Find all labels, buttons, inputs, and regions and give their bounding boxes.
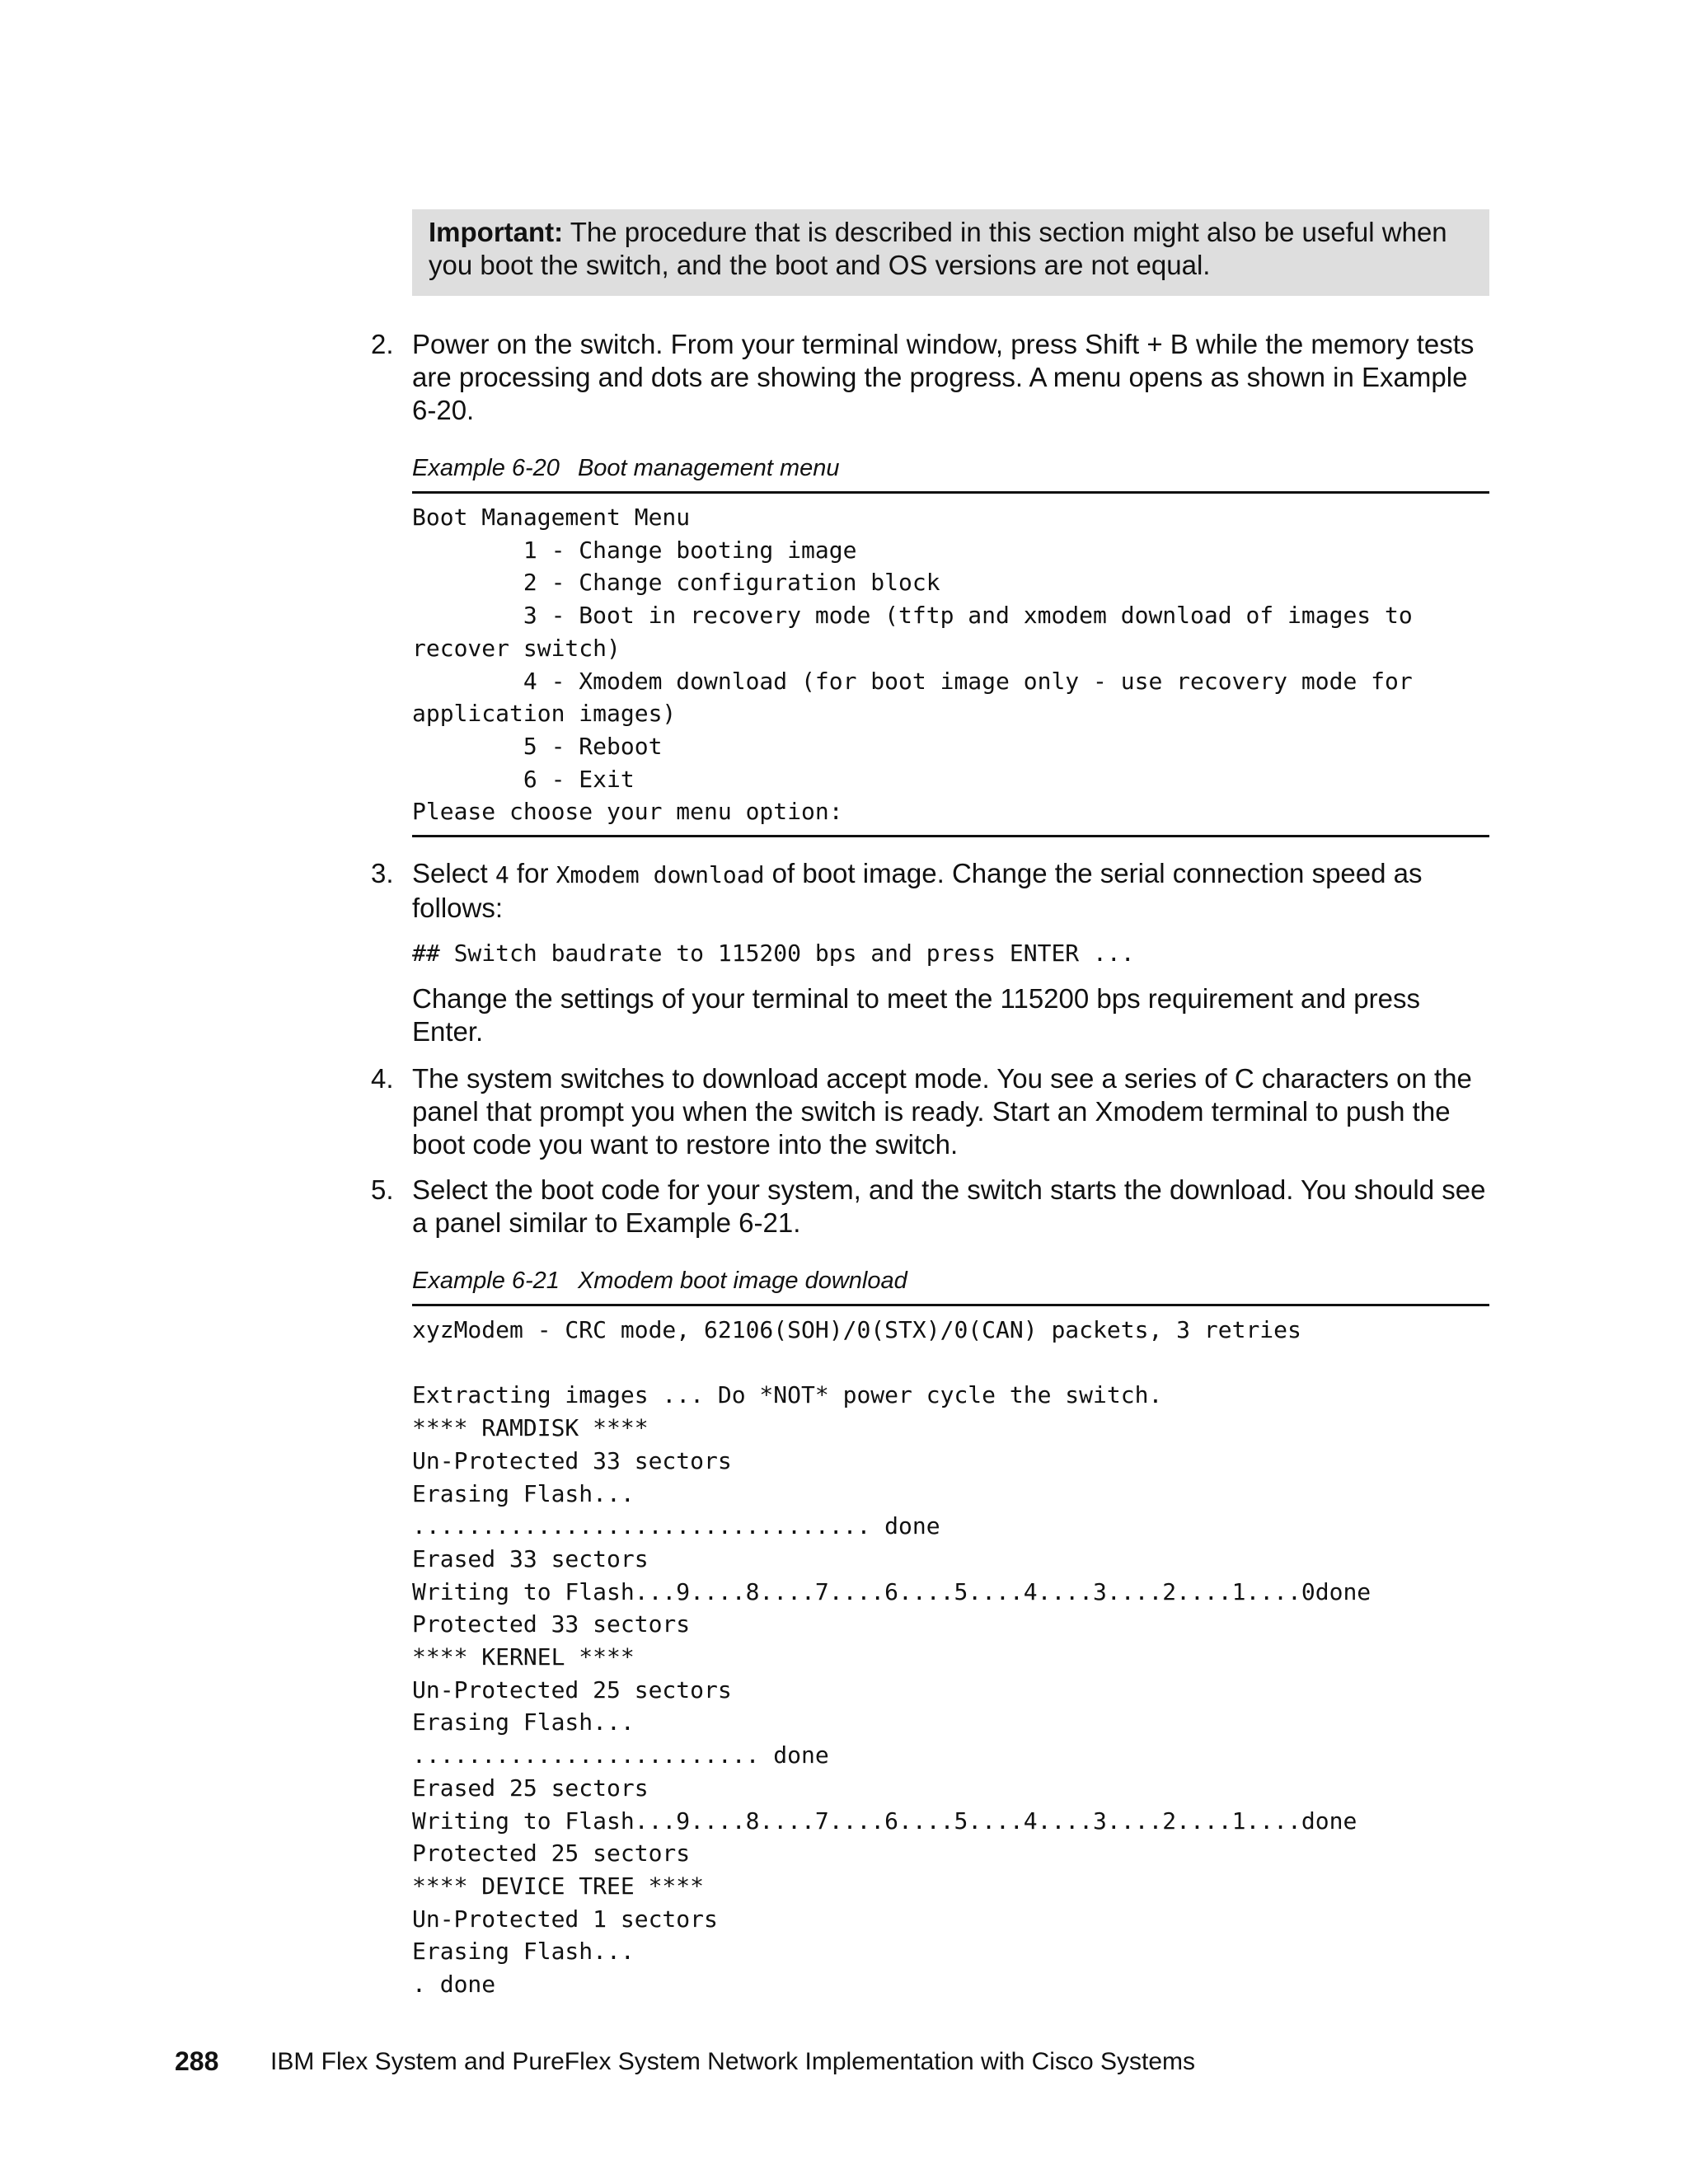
example-bottom-rule: [412, 835, 1489, 837]
example-label: Example 6-20: [412, 455, 560, 481]
boot-menu-code-block: Boot Management Menu 1 - Change booting image 2 - Change configuration block 3 - Boot in recovery mode (tftp and xmodem download of images to recover switch) 4 - Xmodem download (for boot image only - use recovery mode for application images) 5 - Reboot 6 - Exit Please choose your menu option:: [412, 504, 1413, 826]
step-number: 3.: [371, 858, 394, 888]
inline-code: Xmodem download: [556, 861, 765, 888]
example-top-rule: [412, 1304, 1489, 1306]
step-number: 4.: [371, 1063, 394, 1094]
xmodem-download-code-block: xyzModem - CRC mode, 62106(SOH)/0(STX)/0(CAN) packets, 3 retries Extracting images ... Do *NOT* power cycle the switch. **** RAMDISK **** Un-Protected 33 sectors Erasing Flash... ................................. done Erased 33 sectors Writing to Flash...9....8....7....6....5....4....3....2....1....0done Protected 33 sectors **** KERNEL **** Un-Protected 25 sectors Erasing Flash... ......................... done Erased 25 sectors Writing to Flash...9....8....7....6....5....4....3....2....1....done Protected 25 sectors **** DEVICE TREE **** Un-Protected 1 sectors Erasing Flash... . done: [412, 1316, 1372, 1999]
important-text: The procedure that is described in this section might also be useful when you boot the switch, and the boot and OS versions are not equal.: [429, 217, 1447, 280]
step-text: Select 4 for Xmodem download of boot image. Change the serial connection speed as follows:: [412, 858, 1423, 923]
example-top-rule: [412, 491, 1489, 494]
page-number: 288: [175, 2046, 219, 2076]
step-number: 5.: [371, 1174, 394, 1205]
example-title: Boot management menu: [577, 455, 840, 481]
step-number: 2.: [371, 329, 394, 359]
example-6-20-caption: [412, 455, 1489, 482]
book-title: IBM Flex System and PureFlex System Network Implementation with Cisco Systems: [270, 2048, 1196, 2075]
baudrate-code-line: ## Switch baudrate to 115200 bps and press ENTER ...: [412, 940, 1135, 967]
example-label: Example 6-21: [412, 1268, 560, 1294]
inline-code: 4: [495, 861, 509, 888]
important-note: [412, 209, 1489, 296]
example-6-21-caption: [412, 1268, 1489, 1295]
important-label: Important:: [429, 217, 564, 247]
step-text: Select the boot code for your system, and the switch starts the download. You should see a panel similar to Example 6-21.: [412, 1174, 1486, 1238]
example-title: Xmodem boot image download: [577, 1268, 907, 1294]
step-text: Power on the switch. From your terminal window, press Shift + B while the memory tests are processing and dots are showing the progress. A menu opens as shown in Example 6-20.: [412, 329, 1475, 425]
step-text: The system switches to download accept mode. You see a series of C characters on the panel that prompt you when the switch is ready. Start an Xmodem terminal to push the boot code you want to restore into the switch.: [412, 1063, 1472, 1160]
step-3-followup: Change the settings of your terminal to meet the 115200 bps requirement and press Enter.: [412, 983, 1420, 1047]
